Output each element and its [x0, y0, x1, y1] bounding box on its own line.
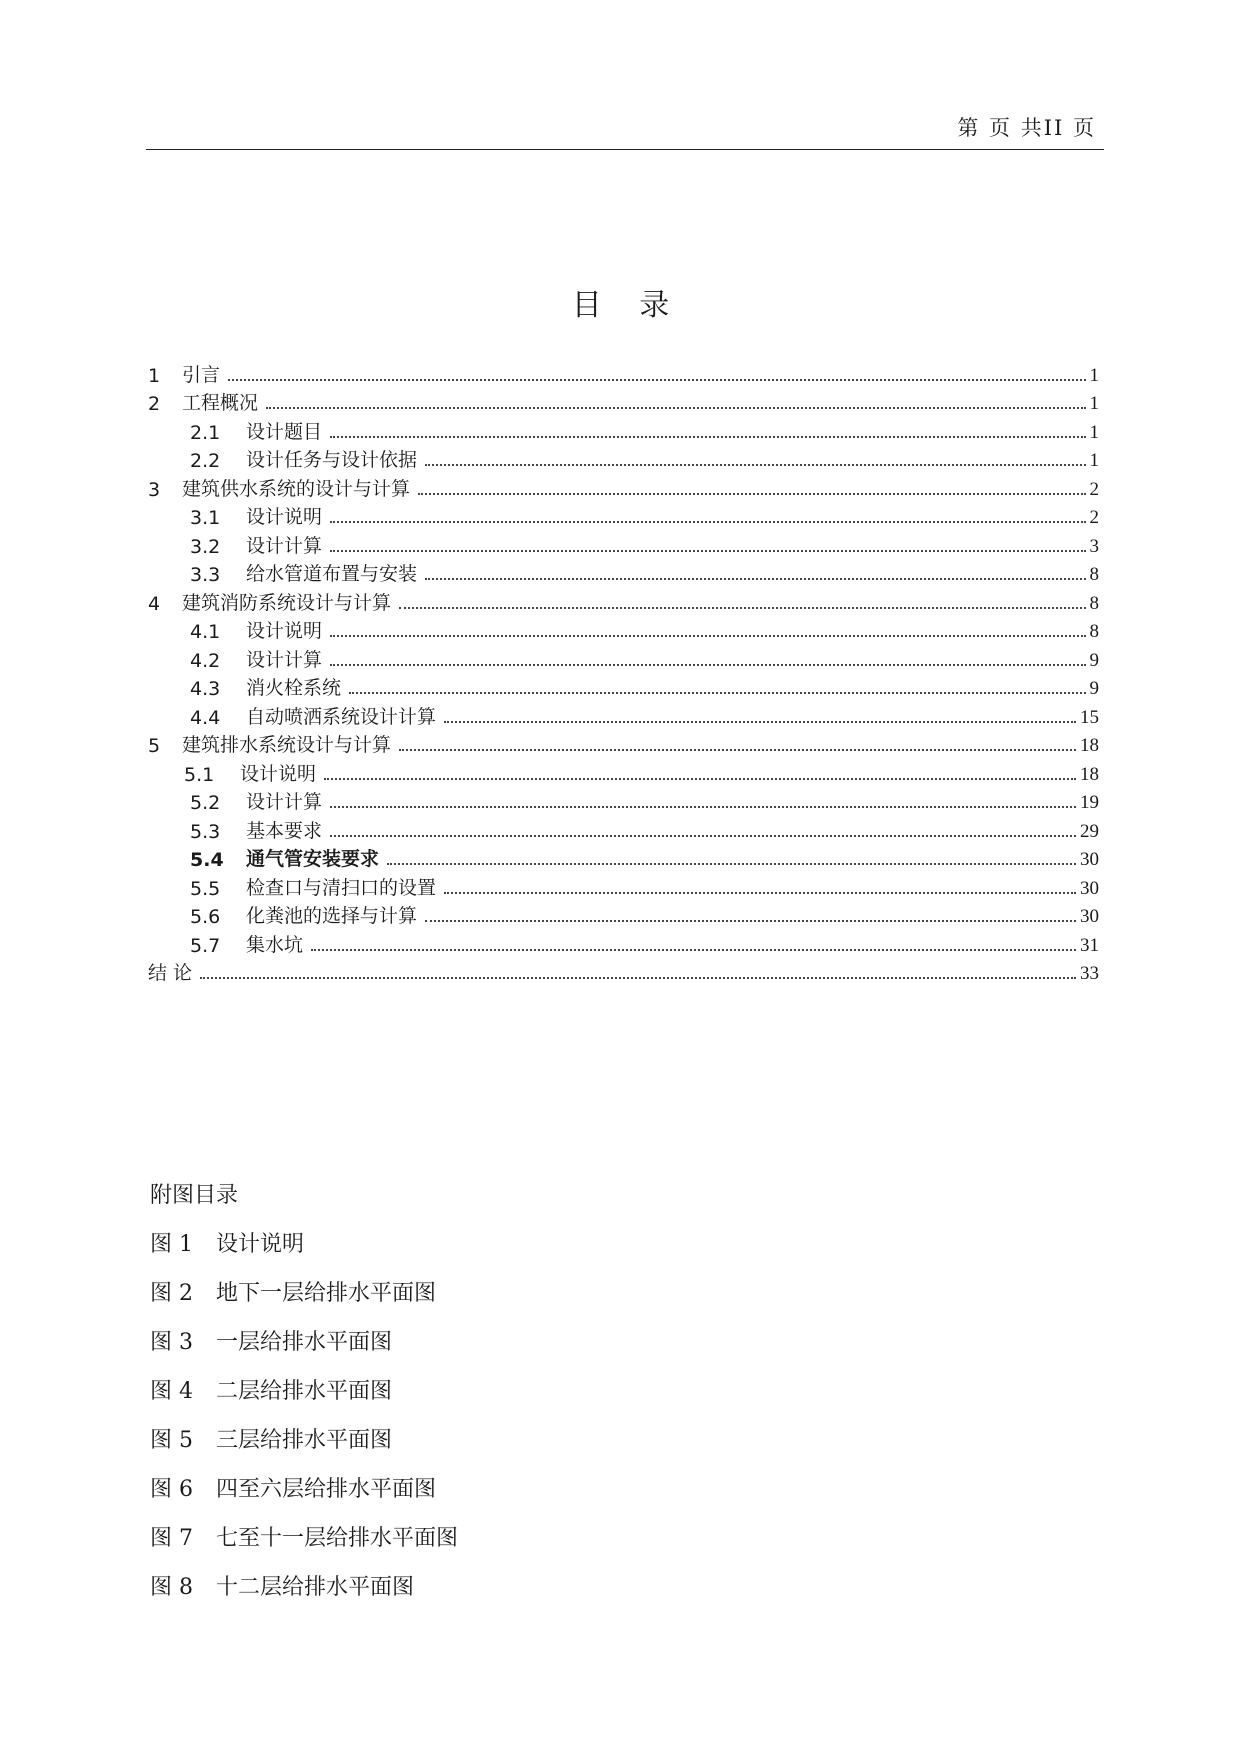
- toc-entry[interactable]: [148, 957, 1099, 986]
- toc-entry-number: 3.2: [190, 535, 221, 558]
- figure-title: 十二层给排水平面图: [216, 1575, 415, 1600]
- toc-entry-label: 工程概况: [182, 392, 259, 414]
- figure-list-item: [150, 1521, 850, 1570]
- figure-list-item: [150, 1374, 850, 1423]
- toc-dot-leader: [418, 493, 1085, 495]
- figure-number: 图 6: [150, 1477, 193, 1502]
- toc-entry-label: 设计题目: [246, 420, 323, 443]
- figure-list-item: [150, 1423, 850, 1472]
- toc-entry-page: 3: [1089, 535, 1099, 557]
- toc-entry-page: 1: [1089, 364, 1099, 386]
- figure-list-item: [150, 1472, 850, 1521]
- toc-entry[interactable]: [148, 814, 1099, 843]
- toc-entry[interactable]: [148, 472, 1099, 501]
- figure-title: 二层给排水平面图: [216, 1379, 393, 1404]
- toc-entry[interactable]: [148, 672, 1099, 701]
- toc-entry-label: 建筑供水系统的设计与计算: [182, 477, 411, 500]
- toc-entry-number: 2.1: [190, 421, 221, 444]
- toc-entry[interactable]: [148, 871, 1099, 900]
- toc-entry-page: 9: [1089, 678, 1099, 699]
- toc-entry-label: 引言: [182, 363, 221, 386]
- toc-entry-label: 检查口与清扫口的设置: [246, 876, 437, 899]
- figure-title: 设计说明: [216, 1232, 305, 1257]
- toc-dot-leader: [444, 892, 1076, 894]
- toc-entry-label: 基本要求: [246, 819, 323, 842]
- toc-entry-number: 5.1: [184, 763, 215, 786]
- toc-entry-number: 2: [148, 393, 161, 415]
- toc-dot-leader: [266, 407, 1085, 409]
- toc-dot-leader: [425, 464, 1085, 466]
- header-rule: [146, 149, 1104, 150]
- toc-entry-number: 4.2: [190, 649, 221, 672]
- toc-dot-leader: [330, 806, 1076, 808]
- toc-entry-number: 5.7: [190, 934, 221, 957]
- figure-title: 四至六层给排水平面图: [216, 1477, 437, 1502]
- toc-entry-label: 建筑排水系统设计与计算: [182, 734, 392, 756]
- toc-entry-page: 31: [1080, 934, 1099, 956]
- toc-entry-label: 设计任务与设计依据: [246, 449, 418, 471]
- figure-list-heading: 附图目录: [150, 1183, 239, 1208]
- toc-entry-page: 15: [1080, 706, 1099, 728]
- toc-entry-label: 结 论: [148, 962, 193, 984]
- toc-entry[interactable]: [148, 529, 1099, 558]
- toc-entry[interactable]: [148, 615, 1099, 644]
- toc-entry[interactable]: [148, 786, 1099, 815]
- toc-entry[interactable]: [148, 586, 1099, 615]
- toc-dot-leader: [387, 863, 1076, 865]
- toc-entry-number: 5.2: [190, 792, 221, 814]
- toc-dot-leader: [444, 721, 1076, 723]
- toc-entry-label: 建筑消防系统设计与计算: [182, 591, 392, 614]
- toc-entry[interactable]: [148, 900, 1099, 929]
- toc-entry-number: 5: [148, 735, 161, 757]
- toc-entry[interactable]: [148, 757, 1099, 786]
- toc-entry[interactable]: [148, 643, 1099, 672]
- toc-entry-number: 4.4: [190, 706, 221, 729]
- toc-entry-number: 5.3: [190, 820, 221, 843]
- toc-entry-number: 5.6: [190, 906, 221, 928]
- toc-entry[interactable]: [148, 700, 1099, 729]
- figure-number: 图 2: [150, 1281, 193, 1306]
- toc-entry[interactable]: [148, 387, 1099, 416]
- toc-entry-label: 设计计算: [246, 648, 323, 671]
- toc-entry[interactable]: [148, 415, 1099, 444]
- figure-title: 七至十一层给排水平面图: [216, 1526, 459, 1551]
- toc-entry-number: 2.2: [190, 450, 221, 472]
- toc-dot-leader: [330, 521, 1085, 523]
- toc-dot-leader: [425, 578, 1085, 580]
- toc-entry-page: 8: [1089, 621, 1099, 642]
- toc-entry-page: 1: [1089, 393, 1099, 414]
- toc-entry-number: 4.3: [190, 678, 221, 700]
- toc-dot-leader: [330, 436, 1085, 438]
- figure-title: 三层给排水平面图: [216, 1428, 393, 1453]
- toc-dot-leader: [330, 635, 1085, 637]
- toc-dot-leader: [200, 977, 1076, 979]
- page-header: 第 页 共II 页: [957, 116, 1096, 140]
- toc-entry-number: 4: [148, 592, 161, 615]
- figure-list-item: [150, 1570, 850, 1619]
- toc-entry-label: 自动喷洒系统设计计算: [246, 705, 437, 728]
- toc-entry-page: 30: [1080, 877, 1099, 899]
- toc-entry-number: 5.4: [190, 849, 224, 871]
- toc-entry-number: 1: [148, 364, 161, 387]
- figure-title: 地下一层给排水平面图: [216, 1281, 437, 1306]
- toc-entry-label: 设计说明: [246, 620, 323, 642]
- toc-dot-leader: [399, 607, 1085, 609]
- toc-entry-number: 5.5: [190, 877, 221, 900]
- toc-entry-label: 设计计算: [246, 791, 323, 813]
- toc-entry[interactable]: [148, 928, 1099, 957]
- toc-dot-leader: [425, 920, 1076, 922]
- figure-number: 图 5: [150, 1428, 193, 1453]
- toc-entry-label: 集水坑: [246, 933, 304, 956]
- toc-dot-leader: [330, 550, 1085, 552]
- figure-number: 图 7: [150, 1526, 193, 1551]
- figure-number: 图 1: [150, 1232, 193, 1257]
- toc-entry-label: 设计说明: [246, 506, 323, 528]
- toc-entry[interactable]: [148, 444, 1099, 473]
- figure-title: 一层给排水平面图: [216, 1330, 393, 1355]
- toc-entry-page: 19: [1080, 792, 1099, 813]
- toc-entry-page: 18: [1080, 763, 1099, 785]
- toc-entry-page: 8: [1089, 564, 1099, 585]
- toc-entry[interactable]: [148, 843, 1099, 872]
- toc-entry-label: 消火栓系统: [246, 677, 342, 699]
- toc-dot-leader: [330, 664, 1085, 666]
- toc-dot-leader: [228, 379, 1085, 381]
- toc-entry-label: 设计说明: [240, 762, 317, 785]
- table-of-contents: [148, 358, 1099, 985]
- toc-dot-leader: [399, 749, 1076, 751]
- toc-entry-page: 1: [1089, 421, 1099, 443]
- toc-entry-page: 29: [1080, 820, 1099, 842]
- toc-entry-label: 通气管安装要求: [246, 848, 380, 870]
- figure-number: 图 8: [150, 1575, 193, 1600]
- toc-entry-number: 3.3: [190, 564, 221, 586]
- toc-entry-label: 化粪池的选择与计算: [246, 905, 418, 927]
- toc-entry-label: 设计计算: [246, 534, 323, 557]
- toc-title: 目 录: [571, 288, 670, 323]
- figure-number: 图 4: [150, 1379, 193, 1404]
- toc-entry-label: 给水管道布置与安装: [246, 563, 418, 585]
- figure-number: 图 3: [150, 1330, 193, 1355]
- toc-dot-leader: [330, 835, 1076, 837]
- toc-entry-page: 9: [1089, 649, 1099, 671]
- toc-entry-page: 18: [1080, 735, 1099, 756]
- toc-entry-page: 30: [1080, 906, 1099, 927]
- toc-entry-page: 8: [1089, 592, 1099, 614]
- toc-entry-number: 3.1: [190, 507, 221, 529]
- toc-entry[interactable]: [148, 358, 1099, 387]
- toc-dot-leader: [324, 778, 1076, 780]
- toc-entry-page: 1: [1089, 450, 1099, 471]
- figure-list-item: [150, 1227, 850, 1276]
- toc-entry-number: 3: [148, 478, 161, 501]
- figure-list-item: [150, 1325, 850, 1374]
- toc-dot-leader: [311, 949, 1076, 951]
- toc-entry-page: 2: [1089, 507, 1099, 528]
- toc-dot-leader: [349, 692, 1085, 694]
- toc-entry[interactable]: [148, 729, 1099, 758]
- toc-entry-number: 4.1: [190, 621, 221, 643]
- figure-list: [150, 1178, 850, 1619]
- figure-list-item: [150, 1276, 850, 1325]
- toc-entry[interactable]: [148, 558, 1099, 587]
- toc-entry-page: 2: [1089, 478, 1099, 500]
- toc-entry[interactable]: [148, 501, 1099, 530]
- toc-entry-page: 30: [1080, 849, 1099, 870]
- toc-entry-page: 33: [1080, 963, 1099, 984]
